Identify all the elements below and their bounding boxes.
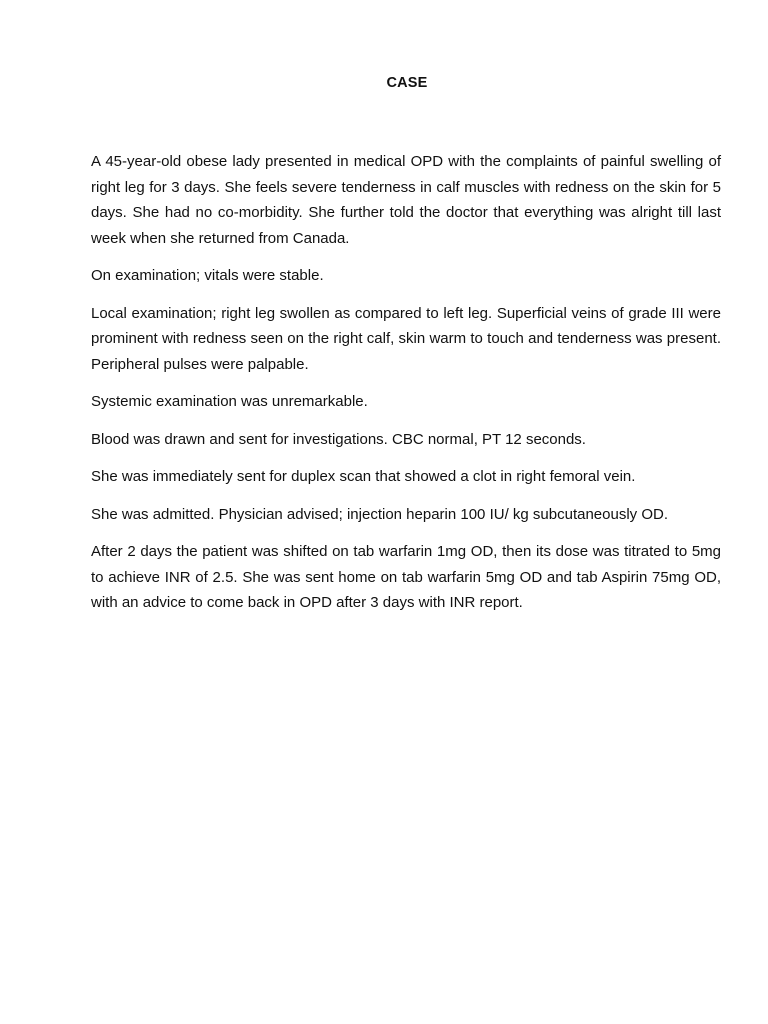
paragraph-local-examination: Local examination; right leg swollen as compared to left leg. Superficial veins of grade III were prominent with redness seen on the right calf, skin warm to touch and tenderness was present. Peripheral pulses were palpable. [91,304,721,373]
paragraph-investigations: Blood was drawn and sent for investigations. CBC normal, PT 12 seconds. [91,430,586,448]
paragraph-systemic-examination: Systemic examination was unremarkable. [91,393,368,410]
paragraph-discharge: After 2 days the patient was shifted on tab warfarin 1mg OD, then its dose was titrated to 5mg to achieve INR of 2.5. She was sent home on tab warfarin 5mg OD and tab Aspirin 75mg OD, with an advice to come back in OPD after 3 days with INR report. [91,543,721,611]
paragraph-vitals: On examination; vitals were stable. [91,267,324,284]
paragraph-duplex-scan: She was immediately sent for duplex scan that showed a clot in right femoral vein. [91,468,636,485]
document-title: CASE [386,75,428,91]
paragraph-presentation: A 45-year-old obese lady presented in medical OPD with the complaints of painful swelling of right leg for 3 days. She feels severe tenderness in calf muscles with redness on the skin for 5 days. She had no co-morbidity. She further told the doctor that everything was alright till last week when she returned from Canada. [91,153,721,247]
paragraph-admission: She was admitted. Physician advised; injection heparin 100 IU/ kg subcutaneously OD. [91,505,668,523]
document-body [91,149,721,628]
